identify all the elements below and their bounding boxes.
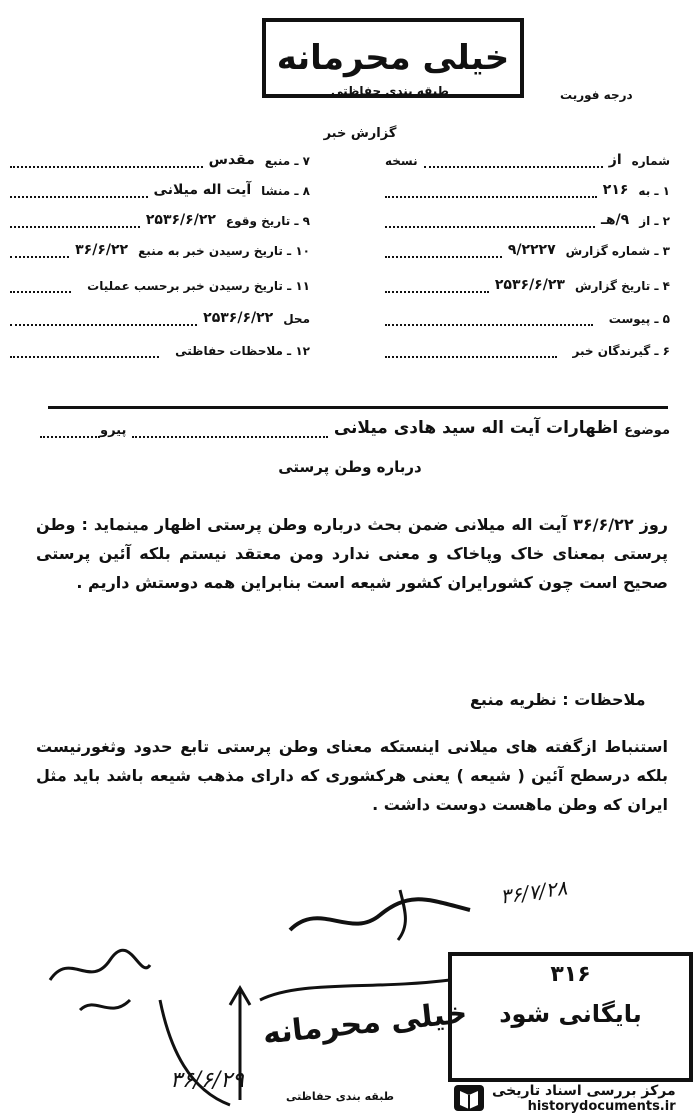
report-title: گزارش خبر	[323, 126, 397, 141]
field-line	[385, 212, 595, 228]
field-label: ۸ ـ منشا	[261, 184, 310, 198]
archive-number: ۳۱۶	[550, 962, 591, 987]
field-line	[385, 342, 557, 358]
subject-row	[40, 418, 670, 438]
subject-line	[132, 422, 327, 438]
bottom-classification-sub: طبقه بندی حفاظتی	[285, 1090, 395, 1103]
field-label: ۹ ـ تاریخ وقوع	[225, 214, 310, 228]
urgency-label: درجه فوریت	[560, 88, 633, 102]
field-line	[10, 212, 140, 228]
body-heading: درباره وطن پرستی	[278, 458, 422, 476]
field-line	[385, 182, 597, 198]
field-label: ۵ ـ پیوست	[608, 312, 670, 326]
field-row	[385, 242, 670, 258]
field-row	[10, 277, 310, 293]
field-line	[10, 277, 71, 293]
field-value: از	[608, 152, 622, 168]
field-line	[10, 182, 148, 198]
field-value: آیت اله میلانی	[153, 182, 252, 198]
field-extra: نسخه	[385, 154, 418, 168]
field-label: ۶ ـ گیرندگان خبر	[572, 344, 670, 358]
subject-line-2	[40, 422, 100, 438]
field-row	[10, 182, 310, 198]
bottom-classification: خیلی محرمانه	[261, 995, 469, 1052]
field-value: ۲۵۳۶/۶/۲۲	[203, 310, 274, 326]
field-label: ۳ ـ شماره گزارش	[565, 244, 670, 258]
field-label: ۱۰ ـ تاریخ رسیدن خبر به منبع	[138, 244, 310, 258]
body-paragraph-1: روز ۳۶/۶/۲۲ آیت اله میلانی ضمن بحث درباره وطن پرستی اظهار مینماید : وطن پرستی بمعنای خاک وپاخاک و معنی ندارد ومن معتقد نیستم بلکه آئین پرستی صحیح است چون کشورایران کشور شیعه است بنابراین همه دوستش داریم .	[36, 515, 668, 592]
divider	[48, 406, 668, 409]
field-line	[10, 342, 159, 358]
field-value: مقدس	[208, 152, 255, 168]
field-value: ۹/هـ	[601, 212, 630, 228]
field-value: ۲۵۳۶/۶/۲۲	[145, 212, 216, 228]
field-value: ۹/۲۲۲۷	[507, 242, 556, 258]
field-row	[385, 182, 670, 198]
subject-value: اظهارات آیت اله سید هادی میلانی	[333, 418, 619, 438]
field-row	[385, 310, 670, 326]
classification-sub: طبقه بندی حفاظتی	[331, 84, 449, 98]
field-label: ۴ ـ تاریخ گزارش	[574, 279, 670, 293]
field-line	[385, 310, 593, 326]
field-label: محل	[283, 312, 310, 326]
field-row	[10, 342, 310, 358]
handwritten-note-left	[40, 940, 160, 1030]
notes-label: ملاحظات : نظریه منبع	[470, 690, 646, 709]
field-row	[10, 242, 310, 258]
field-label: شماره	[631, 154, 670, 168]
field-row	[10, 212, 310, 228]
field-line	[10, 242, 69, 258]
field-line	[385, 242, 502, 258]
field-label: ۱۱ ـ تاریخ رسیدن خبر برحسب عملیات	[87, 279, 310, 293]
field-label: ۲ ـ از	[639, 214, 670, 228]
field-value: ۲۵۳۶/۶/۲۳	[494, 277, 565, 293]
classification-text: خیلی محرمانه	[276, 38, 510, 78]
received-date-stamp: ۳۶/۷/۲۸	[498, 875, 569, 909]
field-row	[10, 152, 310, 168]
field-line	[10, 310, 197, 326]
field-value: ۳۶/۶/۲۲	[75, 242, 129, 258]
subject-label: موضوع	[624, 423, 670, 438]
watermark-fa: مرکز بررسی اسناد تاریخی	[492, 1082, 676, 1099]
field-value: ۲۱۶	[602, 182, 629, 198]
watermark-en: historydocuments.ir	[527, 1098, 676, 1114]
archive-stamp	[448, 952, 693, 1082]
bottom-date: ۳۶/۶/۲۹	[170, 1068, 244, 1093]
field-label: ۱۲ ـ ملاحظات حفاظتی	[175, 344, 310, 358]
signature-mark	[280, 880, 480, 950]
field-row	[385, 152, 670, 168]
book-icon	[452, 1081, 486, 1115]
field-label: ۷ ـ منبع	[264, 154, 310, 168]
body-paragraph-2: استنباط ازگفته های میلانی اینستکه معنای وطن پرستی تابع حدود وثغورنیست بلکه درسطح آئین ( شیعه ) یعنی هرکشوری که دارای مذهب شیعه باشد باید مثل ایران که وطن ماهست دوست داشت .	[36, 737, 668, 814]
watermark	[452, 1080, 692, 1116]
field-row	[385, 277, 670, 293]
field-row	[385, 342, 670, 358]
subject-extra: پیرو	[100, 423, 127, 438]
field-row	[385, 212, 670, 228]
field-line	[10, 152, 203, 168]
field-line	[424, 152, 603, 168]
field-line	[385, 277, 489, 293]
field-row	[10, 310, 310, 326]
archive-label: بایگانی شود	[499, 1000, 642, 1028]
field-label: ۱ ـ به	[638, 184, 670, 198]
